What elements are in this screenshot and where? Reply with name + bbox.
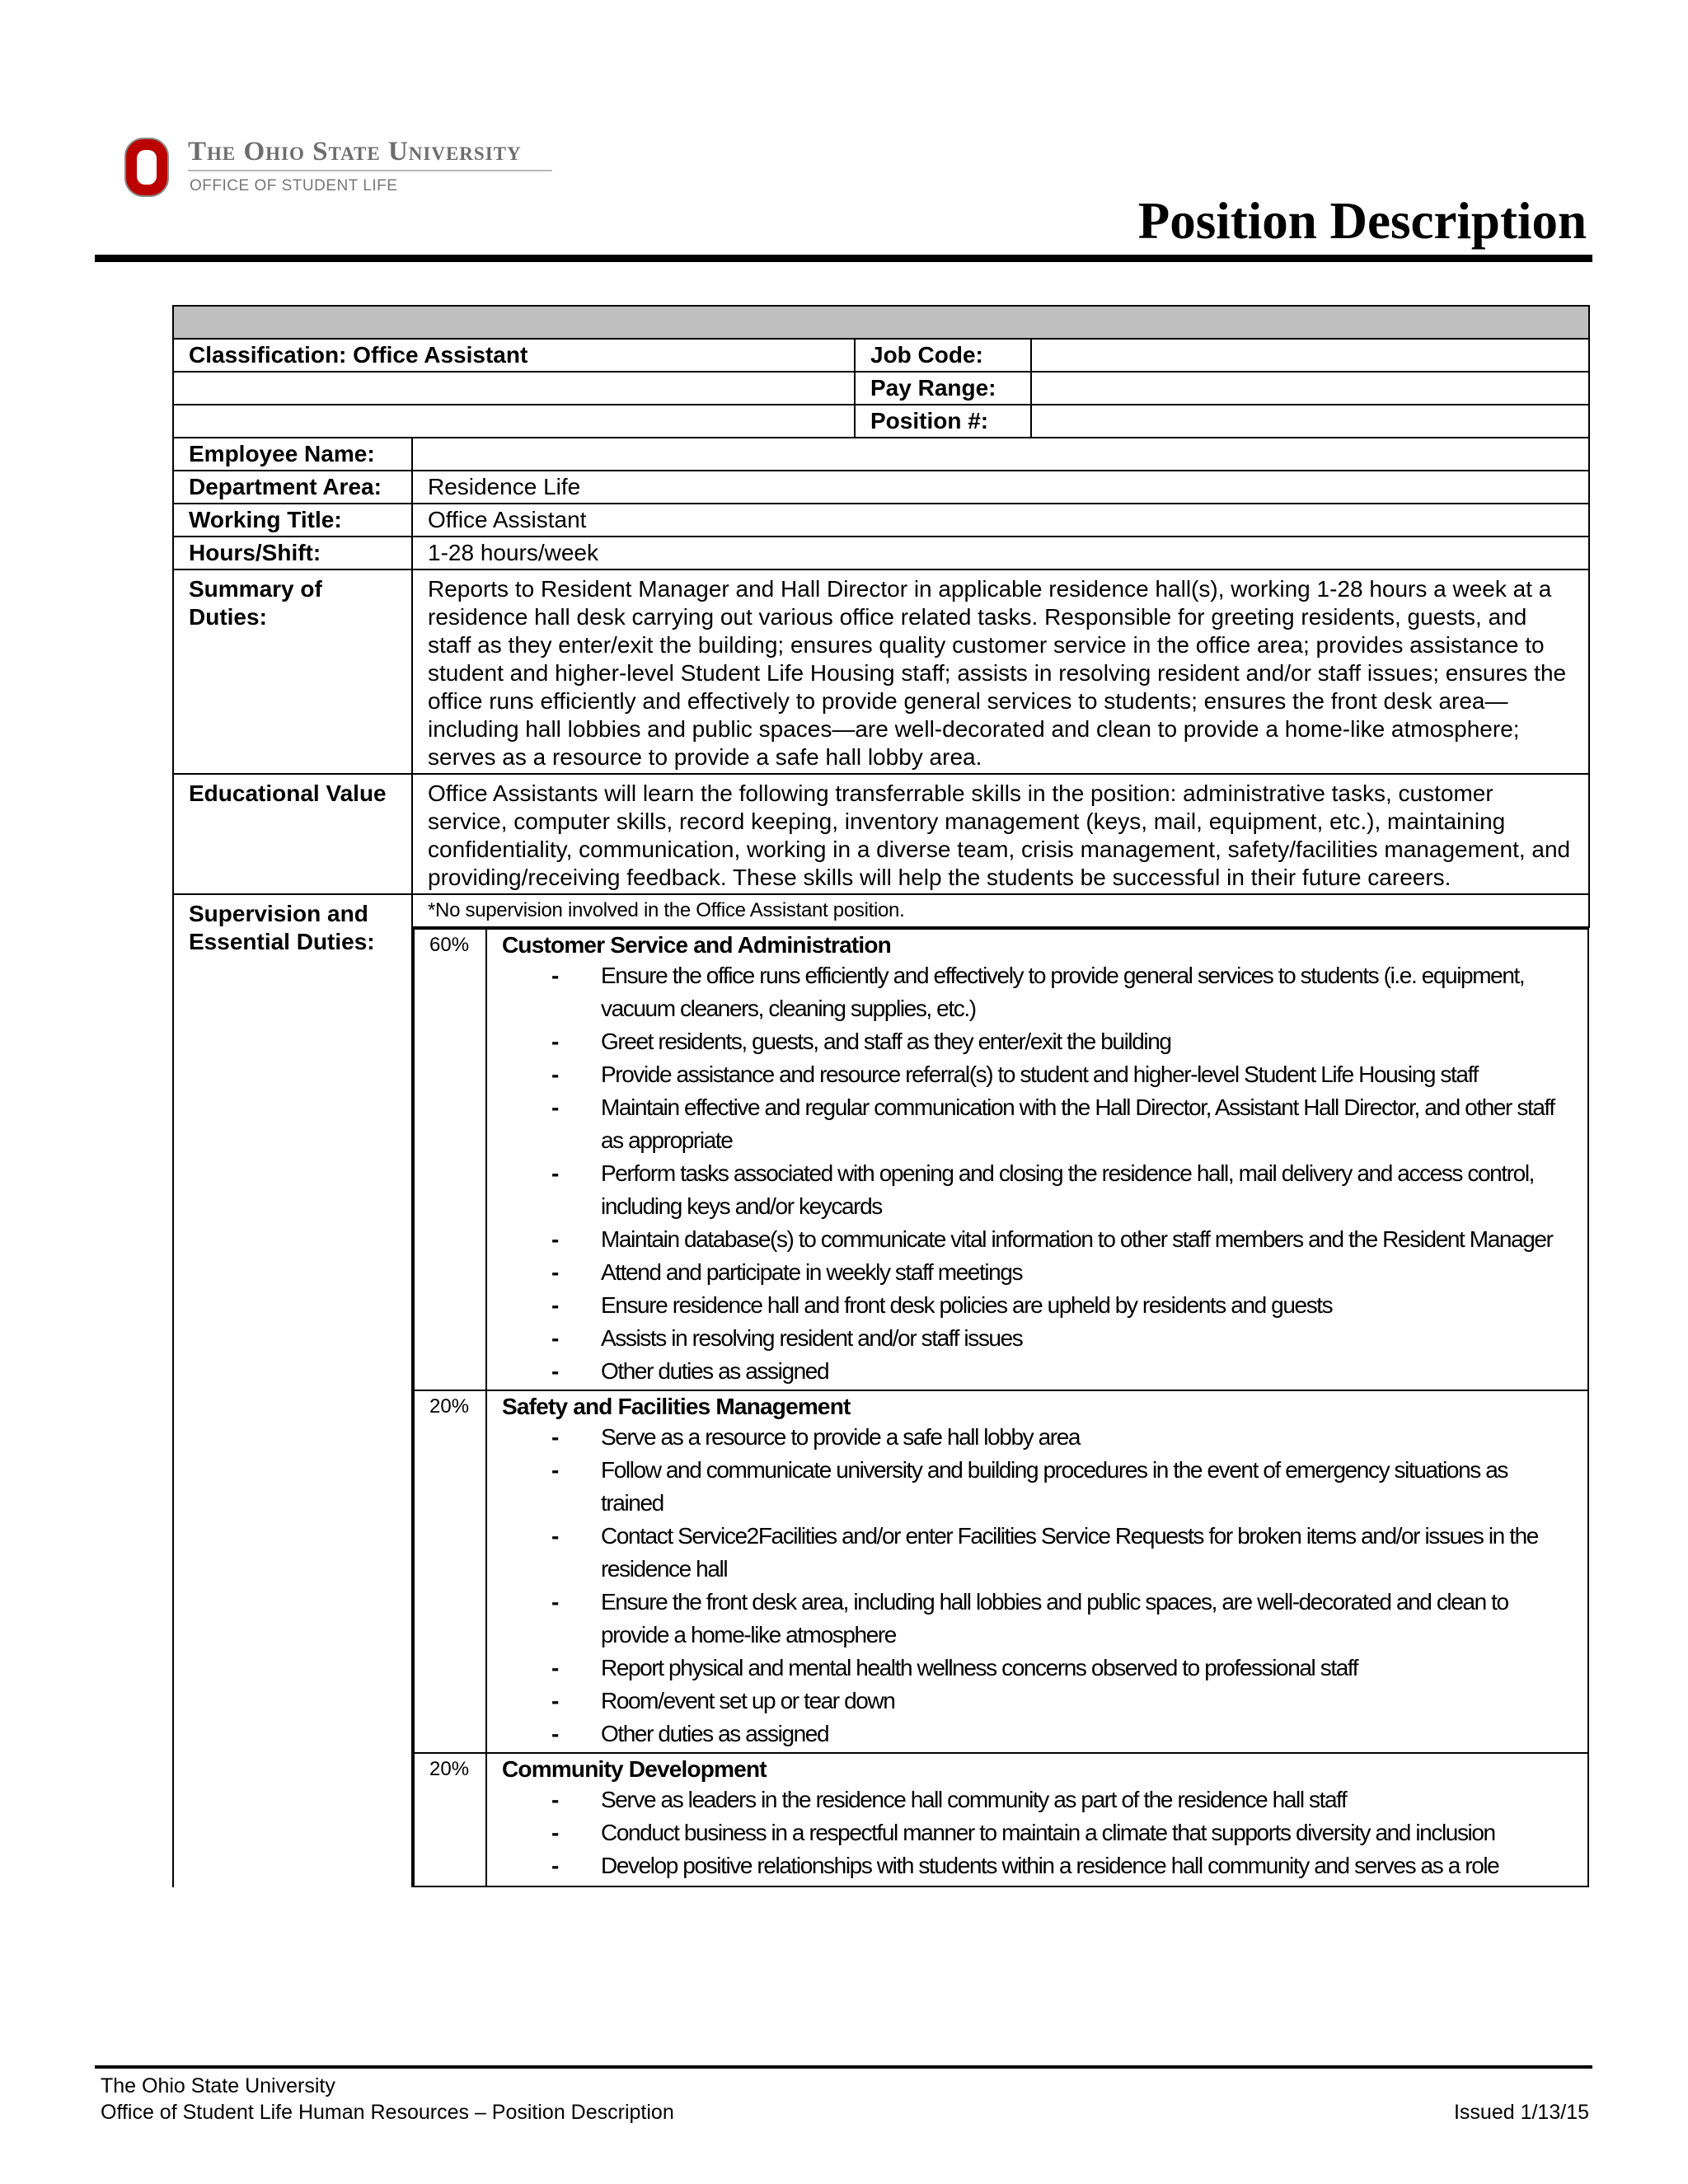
list-item: - Serve as a resource to provide a safe hall lobby area xyxy=(502,1421,1573,1454)
table-row xyxy=(173,438,1589,471)
duty-content xyxy=(486,929,1588,1390)
pay-range-value xyxy=(1031,372,1589,405)
duty-list xyxy=(502,959,1573,1388)
classification-label: Classification: Office Assistant xyxy=(173,339,855,372)
job-code-label: Job Code: xyxy=(855,339,1031,372)
list-item: - Ensure the office runs efficiently and effectively to provide general services to students (i.e. equipment, vacuum cleaners, cleaning supplies, etc.) xyxy=(502,959,1573,1025)
list-item: - Develop positive relationships with students within a residence hall community and serves as a role xyxy=(502,1849,1573,1882)
list-item: - Conduct business in a respectful manner to maintain a climate that supports diversity and inclusion xyxy=(502,1816,1573,1849)
table-row xyxy=(173,774,1589,894)
list-item: - Follow and communicate university and building procedures in the event of emergency situations as trained xyxy=(502,1454,1573,1520)
position-number-label: Position #: xyxy=(855,405,1031,438)
table-row xyxy=(173,894,1589,927)
table-row xyxy=(173,471,1589,504)
duty-section-community-development xyxy=(414,1753,1588,1886)
hours-value: 1-28 hours/week xyxy=(412,537,1589,569)
summary-value: Reports to Resident Manager and Hall Director in applicable residence hall(s), working 1-28 hours a week at a residence hall desk carrying out various office related tasks. Responsible for greeting residents, guests, and staff as they enter/exit the building; ensures quality customer service in the office area; provides assistance to student and higher-level Student Life Housing staff; assists in resolving resident and/or staff issues; ensures the office runs efficiently and effectively to provide general services to students; ensures the front desk area—including hall lobbies and public spaces—are well-decorated and clean to provide a home-like atmosphere; serves as a resource to provide a safe hall lobby area. xyxy=(412,569,1589,774)
page-title: Position Description xyxy=(1137,192,1587,250)
duties-container xyxy=(412,927,1589,1887)
supervision-note: *No supervision involved in the Office Assistant position. xyxy=(412,894,1589,927)
duty-percent: 20% xyxy=(414,1753,486,1886)
empty-cell xyxy=(173,372,855,405)
table-header-bar xyxy=(173,306,1589,339)
list-item: - Assists in resolving resident and/or staff issues xyxy=(502,1322,1573,1355)
university-logo xyxy=(124,135,552,201)
position-number-value xyxy=(1031,405,1589,438)
position-table xyxy=(172,305,1590,1887)
table-row xyxy=(173,339,1589,372)
working-title-value: Office Assistant xyxy=(412,504,1589,537)
duty-list xyxy=(502,1783,1573,1882)
university-name: The Ohio State University xyxy=(188,137,522,166)
table-row xyxy=(173,537,1589,569)
employee-name-value xyxy=(412,438,1589,471)
hours-label: Hours/Shift: xyxy=(173,537,412,569)
footer-university: The Ohio State University xyxy=(101,2074,335,2097)
duty-title: Customer Service and Administration xyxy=(502,932,891,958)
duty-content xyxy=(486,1390,1588,1753)
list-item: - Other duties as assigned xyxy=(502,1355,1573,1388)
table-row xyxy=(173,569,1589,774)
duty-content xyxy=(486,1753,1588,1886)
list-item: - Maintain database(s) to communicate vital information to other staff members and the Resident Manager xyxy=(502,1223,1573,1256)
list-item: - Contact Service2Facilities and/or enter Facilities Service Requests for broken items and/or issues in the residence hall xyxy=(502,1520,1573,1586)
office-name: OFFICE OF STUDENT LIFE xyxy=(190,177,398,194)
list-item: - Serve as leaders in the residence hall community as part of the residence hall staff xyxy=(502,1783,1573,1816)
footer-issued-date: Issued 1/13/15 xyxy=(1453,2101,1589,2124)
working-title-label: Working Title: xyxy=(173,504,412,537)
list-item: - Perform tasks associated with opening and closing the residence hall, mail delivery and access control, including keys and/or keycards xyxy=(502,1157,1573,1223)
duty-title: Safety and Facilities Management xyxy=(502,1394,851,1419)
department-value: Residence Life xyxy=(412,471,1589,504)
list-item: - Maintain effective and regular communication with the Hall Director, Assistant Hall Director, and other staff as appropriate xyxy=(502,1091,1573,1157)
duty-percent: 60% xyxy=(414,929,486,1390)
list-item: - Room/event set up or tear down xyxy=(502,1685,1573,1718)
duty-title: Community Development xyxy=(502,1756,767,1782)
list-item: - Report physical and mental health wellness concerns observed to professional staff xyxy=(502,1652,1573,1685)
table-row xyxy=(173,372,1589,405)
duty-percent: 20% xyxy=(414,1390,486,1753)
footer-document-name: Office of Student Life Human Resources – Position Description xyxy=(101,2101,674,2124)
empty-cell xyxy=(173,405,855,438)
employee-name-label: Employee Name: xyxy=(173,438,412,471)
block-o-logo-icon xyxy=(124,137,170,198)
list-item: - Attend and participate in weekly staff meetings xyxy=(502,1256,1573,1289)
title-divider xyxy=(95,255,1592,262)
duty-section-safety-facilities xyxy=(414,1390,1588,1753)
job-code-value xyxy=(1031,339,1589,372)
educational-value-text: Office Assistants will learn the following transferrable skills in the position: administrative tasks, customer service, computer skills, record keeping, inventory management (keys, mail, equipment, etc.), maintaining confidentiality, communication, working in a diverse team, crisis management, safety/facilities management, and providing/receiving feedback. These skills will help the students be successful in their future careers. xyxy=(412,774,1589,894)
list-item: - Ensure the front desk area, including hall lobbies and public spaces, are well-decorated and clean to provide a home-like atmosphere xyxy=(502,1586,1573,1652)
duty-section-customer-service xyxy=(414,929,1588,1390)
logo-divider xyxy=(188,170,552,171)
list-item: - Greet residents, guests, and staff as they enter/exit the building xyxy=(502,1025,1573,1058)
list-item: - Provide assistance and resource referral(s) to student and higher-level Student Life Housing staff xyxy=(502,1058,1573,1091)
supervision-label: Supervision and Essential Duties: xyxy=(173,894,412,1887)
duties-table xyxy=(413,928,1589,1887)
footer-divider xyxy=(95,2065,1592,2069)
table-row xyxy=(173,405,1589,438)
table-row xyxy=(173,504,1589,537)
pay-range-label: Pay Range: xyxy=(855,372,1031,405)
list-item: - Ensure residence hall and front desk policies are upheld by residents and guests xyxy=(502,1289,1573,1322)
summary-label: Summary of Duties: xyxy=(173,569,412,774)
list-item: - Other duties as assigned xyxy=(502,1718,1573,1750)
educational-value-label: Educational Value xyxy=(173,774,412,894)
department-label: Department Area: xyxy=(173,471,412,504)
duty-list xyxy=(502,1421,1573,1750)
